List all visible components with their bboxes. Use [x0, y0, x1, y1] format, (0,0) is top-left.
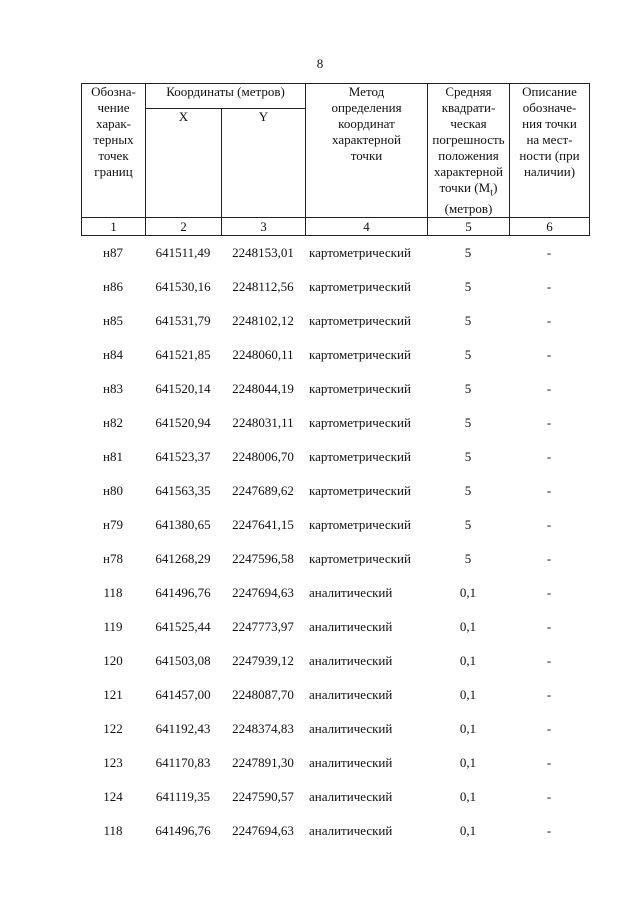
- table-body: [81, 236, 589, 848]
- table-row: [81, 814, 589, 848]
- method: аналитический: [309, 652, 393, 668]
- mean-error: 5: [464, 278, 472, 294]
- table-row: [81, 440, 589, 474]
- method: картометрический: [309, 244, 411, 260]
- header-mean-error-text: Средняя квадрати- ческая погрешность положения характерной точки (M: [432, 84, 505, 195]
- table-row: [81, 338, 589, 372]
- description: -: [546, 822, 552, 838]
- coord-x: 641525,44: [155, 618, 211, 634]
- coord-y: 2247641,15: [232, 516, 294, 532]
- coord-x: 641503,08: [155, 652, 211, 668]
- column-number: 2: [146, 217, 222, 235]
- coord-y: 2248060,11: [232, 346, 294, 362]
- coord-x: 641520,94: [155, 414, 211, 430]
- column-number: 3: [222, 217, 306, 235]
- coord-x: 641457,00: [155, 686, 211, 702]
- coord-x: 641380,65: [155, 516, 211, 532]
- mean-error: 0,1: [459, 754, 477, 770]
- column-numbers-row: [82, 217, 590, 235]
- coord-y: 2248087,70: [232, 686, 294, 702]
- mean-error: 5: [464, 448, 472, 464]
- coord-y: 2248006,70: [232, 448, 294, 464]
- description: -: [546, 788, 552, 804]
- table-row: [81, 780, 589, 814]
- point-id: 122: [103, 720, 123, 736]
- point-id: 120: [103, 652, 123, 668]
- table-row: [81, 236, 589, 270]
- point-id: 124: [103, 788, 123, 804]
- coord-x: 641563,35: [155, 482, 211, 498]
- point-id: 118: [103, 584, 123, 600]
- mean-error: 0,1: [459, 652, 477, 668]
- mean-error: 0,1: [459, 720, 477, 736]
- table-row: [81, 644, 589, 678]
- method: аналитический: [309, 618, 393, 634]
- description: -: [546, 652, 552, 668]
- coord-x: 641119,35: [155, 788, 211, 804]
- description: -: [546, 346, 552, 362]
- point-id: н87: [103, 244, 123, 260]
- description: -: [546, 550, 552, 566]
- coord-x: 641496,76: [155, 822, 211, 838]
- table-row: [81, 610, 589, 644]
- mean-error: 0,1: [459, 788, 477, 804]
- table-row: [81, 712, 589, 746]
- table-row: [81, 406, 589, 440]
- description: -: [546, 448, 552, 464]
- column-number: 6: [510, 217, 590, 235]
- page-number: 8: [316, 56, 324, 71]
- coord-x: 641530,16: [155, 278, 211, 294]
- point-id: н82: [103, 414, 123, 430]
- header-y: Y: [222, 108, 306, 217]
- header-point-designation: Обозна- чение харак- терных точек границ: [82, 84, 146, 218]
- table-row: [81, 508, 589, 542]
- coord-y: 2248374,83: [232, 720, 294, 736]
- point-id: н80: [103, 482, 123, 498]
- coord-y: 2247590,57: [232, 788, 294, 804]
- coord-y: 2248031,11: [232, 414, 294, 430]
- description: -: [546, 380, 552, 396]
- coord-y: 2247689,62: [232, 482, 294, 498]
- coord-y: 2248044,19: [232, 380, 294, 396]
- header-mean-error-subscript: t: [490, 186, 494, 199]
- table-row: [81, 372, 589, 406]
- mean-error: 0,1: [459, 822, 477, 838]
- description: -: [546, 312, 552, 328]
- header-method: Метод определения координат характерной точки: [306, 84, 428, 218]
- mean-error: 5: [464, 380, 472, 396]
- method: картометрический: [309, 346, 411, 362]
- description: -: [546, 754, 552, 770]
- point-id: н84: [103, 346, 123, 362]
- table-row: [81, 474, 589, 508]
- mean-error: 0,1: [459, 686, 477, 702]
- header-x: X: [146, 108, 222, 217]
- coord-y: 2248153,01: [232, 244, 294, 260]
- coord-x: 641192,43: [155, 720, 211, 736]
- table-row: [81, 678, 589, 712]
- point-id: н86: [103, 278, 123, 294]
- table-row: [81, 304, 589, 338]
- mean-error: 0,1: [459, 618, 477, 634]
- method: картометрический: [309, 516, 411, 532]
- method: аналитический: [309, 584, 393, 600]
- coord-y: 2247773,97: [232, 618, 294, 634]
- method: картометрический: [309, 380, 411, 396]
- coordinates-table: [81, 83, 589, 848]
- column-number: 1: [82, 217, 146, 235]
- method: аналитический: [309, 754, 393, 770]
- description: -: [546, 686, 552, 702]
- description: -: [546, 618, 552, 634]
- mean-error: 5: [464, 516, 472, 532]
- method: картометрический: [309, 278, 411, 294]
- point-id: 121: [103, 686, 123, 702]
- header-coordinates: Координаты (метров): [146, 84, 306, 109]
- method: аналитический: [309, 720, 393, 736]
- point-id: 123: [103, 754, 123, 770]
- mean-error: 5: [464, 244, 472, 260]
- method: картометрический: [309, 550, 411, 566]
- mean-error: 5: [464, 414, 472, 430]
- point-id: н81: [103, 448, 123, 464]
- coord-x: 641268,29: [155, 550, 211, 566]
- table-row: [81, 542, 589, 576]
- description: -: [546, 244, 552, 260]
- table-row: [81, 270, 589, 304]
- description: -: [546, 482, 552, 498]
- method: картометрический: [309, 482, 411, 498]
- coord-x: 641496,76: [155, 584, 211, 600]
- coord-x: 641523,37: [155, 448, 211, 464]
- point-id: н78: [103, 550, 123, 566]
- description: -: [546, 414, 552, 430]
- coord-y: 2247694,63: [232, 822, 294, 838]
- mean-error: 5: [464, 346, 472, 362]
- coord-y: 2247891,30: [232, 754, 294, 770]
- description: -: [546, 720, 552, 736]
- point-id: н85: [103, 312, 123, 328]
- header-description: Описание обозначе- ния точки на мест- ности (при наличии): [510, 84, 590, 218]
- column-number: 5: [428, 217, 510, 235]
- point-id: 118: [103, 822, 123, 838]
- coord-y: 2248112,56: [232, 278, 294, 294]
- table-row: [81, 576, 589, 610]
- method: аналитический: [309, 686, 393, 702]
- table-row: [81, 746, 589, 780]
- coord-y: 2247939,12: [232, 652, 294, 668]
- method: картометрический: [309, 312, 411, 328]
- method: картометрический: [309, 414, 411, 430]
- column-number: 4: [306, 217, 428, 235]
- description: -: [546, 584, 552, 600]
- coord-x: 641521,85: [155, 346, 211, 362]
- point-id: н83: [103, 380, 123, 396]
- method: картометрический: [309, 448, 411, 464]
- description: -: [546, 278, 552, 294]
- method: аналитический: [309, 788, 393, 804]
- mean-error: 5: [464, 550, 472, 566]
- point-id: н79: [103, 516, 123, 532]
- mean-error: 5: [464, 482, 472, 498]
- point-id: 119: [103, 618, 123, 634]
- coord-y: 2247694,63: [232, 584, 294, 600]
- header-mean-error-units: ) (метров): [444, 180, 498, 216]
- method: аналитический: [309, 822, 393, 838]
- coord-x: 641520,14: [155, 380, 211, 396]
- coord-x: 641170,83: [155, 754, 211, 770]
- coord-y: 2247596,58: [232, 550, 294, 566]
- coord-y: 2248102,12: [232, 312, 294, 328]
- table-header: [81, 83, 590, 236]
- coord-x: 641531,79: [155, 312, 211, 328]
- mean-error: 5: [464, 312, 472, 328]
- mean-error: 0,1: [459, 584, 477, 600]
- coord-x: 641511,49: [155, 244, 211, 260]
- description: -: [546, 516, 552, 532]
- header-mean-error: [428, 84, 510, 218]
